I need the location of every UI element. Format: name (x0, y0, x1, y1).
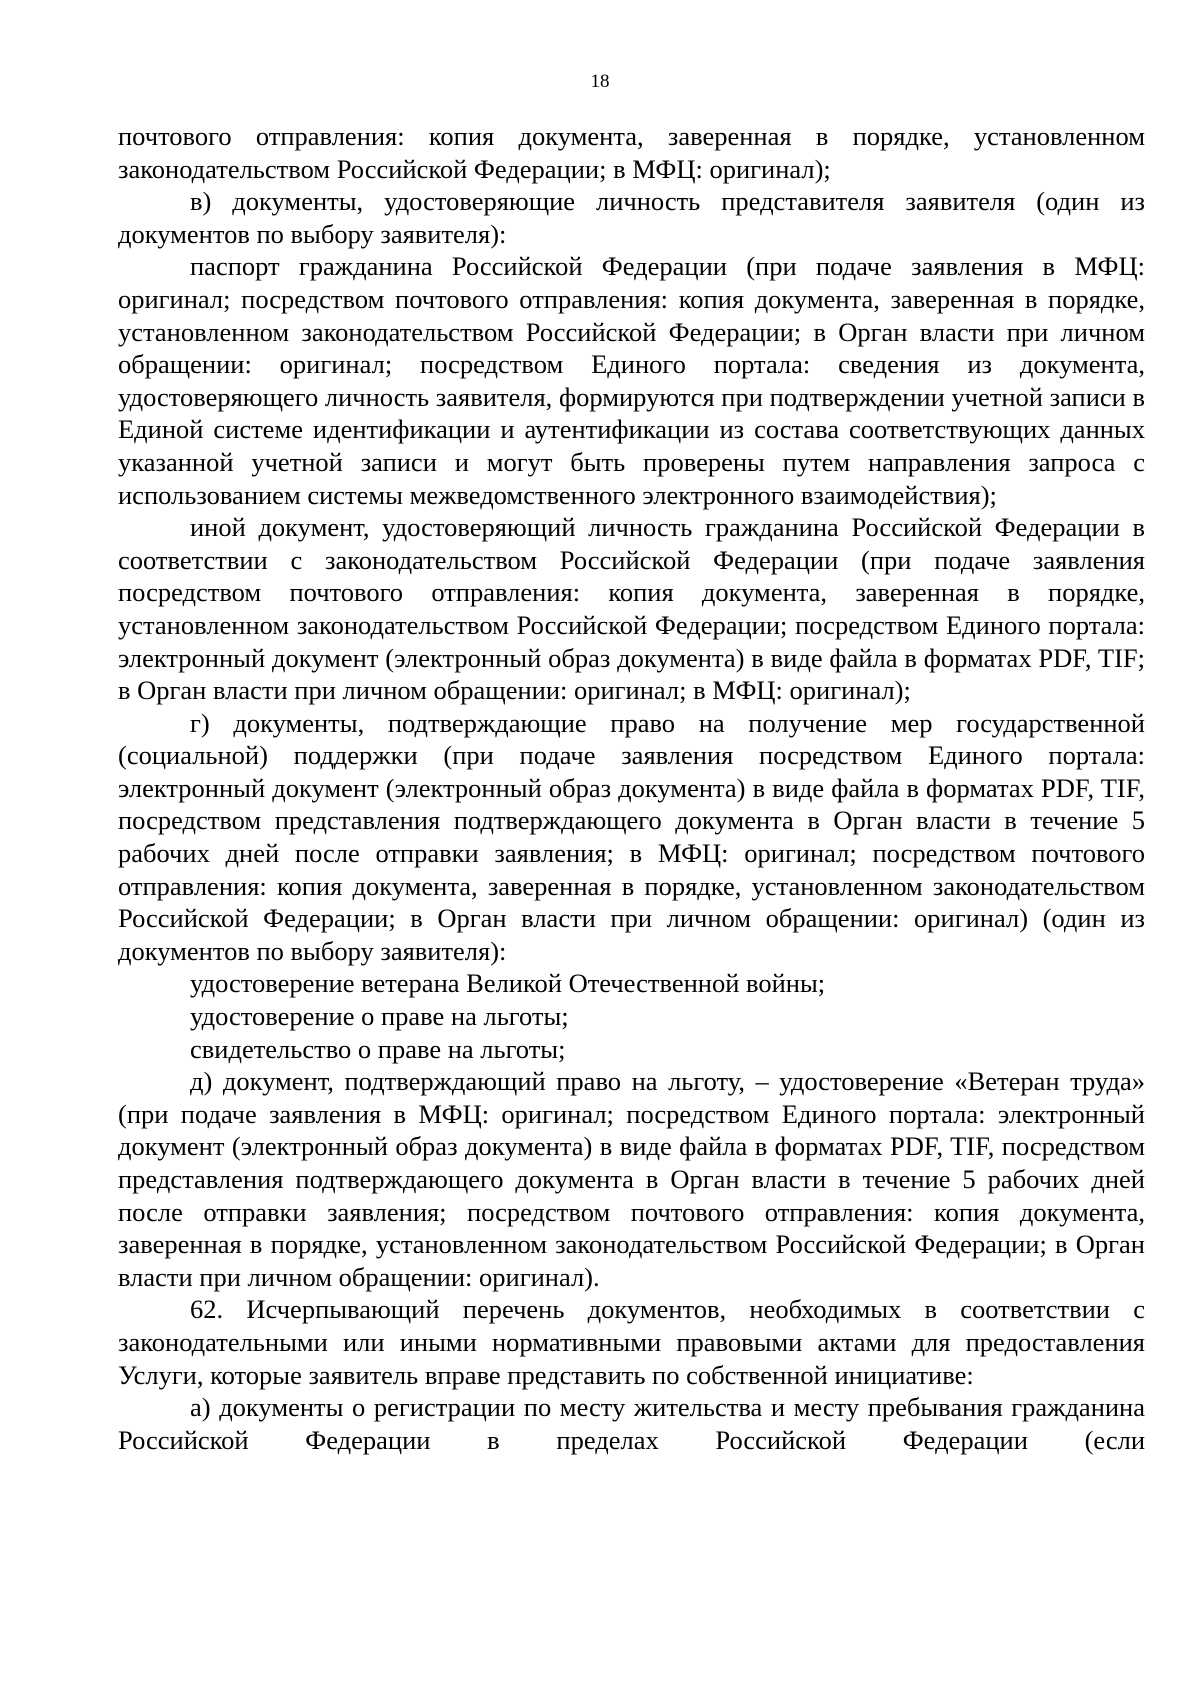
paragraph-continuation: почтового отправления: копия документа, заверенная в порядке, установленном законодательством Российской Федерации; в МФЦ: оригинал); (118, 121, 1145, 184)
paragraph-item-g: г) документы, подтверждающие право на получение мер государственной (социальной) поддержки (при подаче заявления посредством Единого портала: электронный документ (электронный образ документа) в виде файла в форматах PDF, TIF, посредством представления подтверждающего документа в Орган власти в течение 5 рабочих дней после отправки заявления; в МФЦ: оригинал; посредством почтового отправления: копия документа, заверенная в порядке, установленном законодательством Российской Федерации; в Орган власти при личном обращении: оригинал) (один из документов по выбору заявителя): (118, 707, 1145, 966)
page-number: 18 (590, 71, 610, 92)
paragraph-benefits-testimony: свидетельство о праве на льготы; (190, 1033, 566, 1064)
paragraph-other-id-document: иной документ, удостоверяющий личность гражданина Российской Федерации в соответствии с законодательством Российской Федерации (при подаче заявления посредством почтового отправления: копия документа, заверенная в порядке, установленном законодательством Российской Федерации; посредством Единого портала: электронный документ (электронный образ документа) в виде файла в форматах PDF, TIF; в Орган власти при личном обращении: оригинал; в МФЦ: оригинал); (118, 512, 1145, 706)
paragraph-item-v: в) документы, удостоверяющие личность представителя заявителя (один из документов по выбору заявителя): (118, 186, 1145, 249)
document-body (118, 120, 1145, 1456)
paragraph-veteran-certificate: удостоверение ветерана Великой Отечественной войны; (190, 968, 826, 999)
paragraph-section-62: 62. Исчерпывающий перечень документов, необходимых в соответствии с законодательными или иными нормативными правовыми актами для предоставления Услуги, которые заявитель вправе представить по собственной инициативе: (118, 1294, 1145, 1390)
paragraph-benefits-certificate: удостоверение о праве на льготы; (190, 1001, 569, 1032)
paragraph-item-a: а) документы о регистрации по месту жительства и месту пребывания гражданина Российской Федерации в пределах Российской Федерации (если (118, 1392, 1145, 1455)
paragraph-passport: паспорт гражданина Российской Федерации (при подаче заявления в МФЦ: оригинал; посредством почтового отправления: копия документа, заверенная в порядке, установленном законодательством Российской Федерации; в Орган власти при личном обращении: оригинал; посредством Единого портала: сведения из документа, удостоверяющего личность заявителя, формируются при подтверждении учетной записи в Единой системе идентификации и аутентификации из состава соответствующих данных указанной учетной записи и могут быть проверены путем направления запроса с использованием системы межведомственного электронного взаимодействия); (118, 251, 1145, 510)
paragraph-item-d: д) документ, подтверждающий право на льготу, – удостоверение «Ветеран труда» (при подаче заявления в МФЦ: оригинал; посредством Единого портала: электронный документ (электронный образ документа) в виде файла в форматах PDF, TIF, посредством представления подтверждающего документа в Орган власти в течение 5 рабочих дней после отправки заявления; посредством почтового отправления: копия документа, заверенная в порядке, установленном законодательством Российской Федерации; в Орган власти при личном обращении: оригинал). (118, 1066, 1145, 1292)
